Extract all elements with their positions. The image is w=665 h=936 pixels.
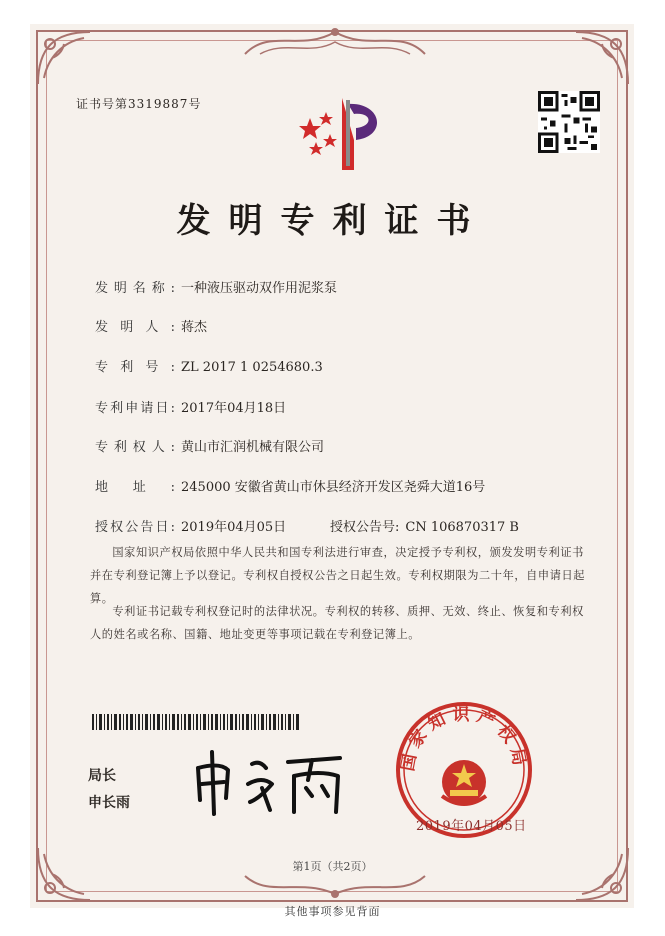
corner-ornament-bottom-right	[572, 844, 632, 904]
inventor-label: 发明人:	[95, 320, 175, 335]
signatory-name: 申长雨	[88, 795, 130, 811]
cnipa-logo-icon	[296, 96, 394, 174]
page-indicator: 第1页（共2页）	[292, 860, 373, 873]
legal-status-paragraph: 专利证书记载专利权登记时的法律状况。专利权的转移、质押、无效、终止、恢复和专利权人的姓名或名称、国籍、地址变更等事项记载在专利登记簿上。	[90, 605, 584, 641]
corner-ornament-top-right	[572, 28, 632, 88]
invention-name-row	[95, 277, 337, 296]
grant-date-row	[95, 516, 286, 535]
certificate-title: 发明专利证书	[176, 201, 489, 241]
top-ornament	[240, 24, 430, 60]
patent-number-label: 专利号:	[95, 360, 175, 375]
corner-ornament-top-left	[34, 28, 94, 88]
bottom-ornament	[240, 872, 430, 900]
filing-date-value: 2017年04月18日	[181, 401, 287, 416]
inventor-value: 蒋杰	[181, 320, 208, 335]
grant-number-value: CN 106870317 B	[405, 520, 519, 535]
qr-code-icon	[538, 91, 600, 153]
handwritten-signature	[190, 740, 350, 820]
grant-number-label: 授权公告号:	[330, 520, 400, 535]
filing-date-row	[95, 397, 286, 416]
corner-ornament-bottom-left	[34, 844, 94, 904]
address-row	[95, 476, 485, 495]
address-value: 245000 安徽省黄山市休县经济开发区尧舜大道16号	[181, 480, 486, 495]
patentee-value: 黄山市汇润机械有限公司	[181, 440, 325, 455]
invention-name-value: 一种液压驱动双作用泥浆泵	[181, 281, 338, 296]
patentee-label: 专利权人:	[95, 440, 175, 455]
grant-date-label: 授权公告日:	[95, 520, 175, 535]
seal-date: 2019年04月05日	[416, 819, 527, 834]
footer-note: 其他事项参见背面	[284, 905, 381, 918]
patentee-row	[95, 436, 324, 455]
patent-number-value: ZL 2017 1 0254680.3	[181, 360, 323, 375]
filing-date-label: 专利申请日:	[95, 401, 175, 416]
inventor-row	[95, 316, 207, 335]
certificate-number: 证书号第3319887号	[76, 97, 202, 111]
grant-date-value: 2019年04月05日	[181, 520, 287, 535]
seal-text: 国家知识产权局	[397, 704, 531, 773]
signatory-role: 局长	[88, 768, 116, 784]
patent-number-row	[95, 356, 323, 375]
address-label: 地址:	[95, 480, 175, 495]
grant-number-row	[330, 516, 519, 535]
barcode-icon	[92, 714, 300, 730]
statement-paragraph: 国家知识产权局依照中华人民共和国专利法进行审查，决定授予专利权，颁发发明专利证书并在专利登记簿上予以登记。专利权自授权公告之日起生效。专利权期限为二十年，自申请日起算。	[90, 546, 586, 605]
invention-name-label: 发明名称:	[95, 281, 175, 296]
